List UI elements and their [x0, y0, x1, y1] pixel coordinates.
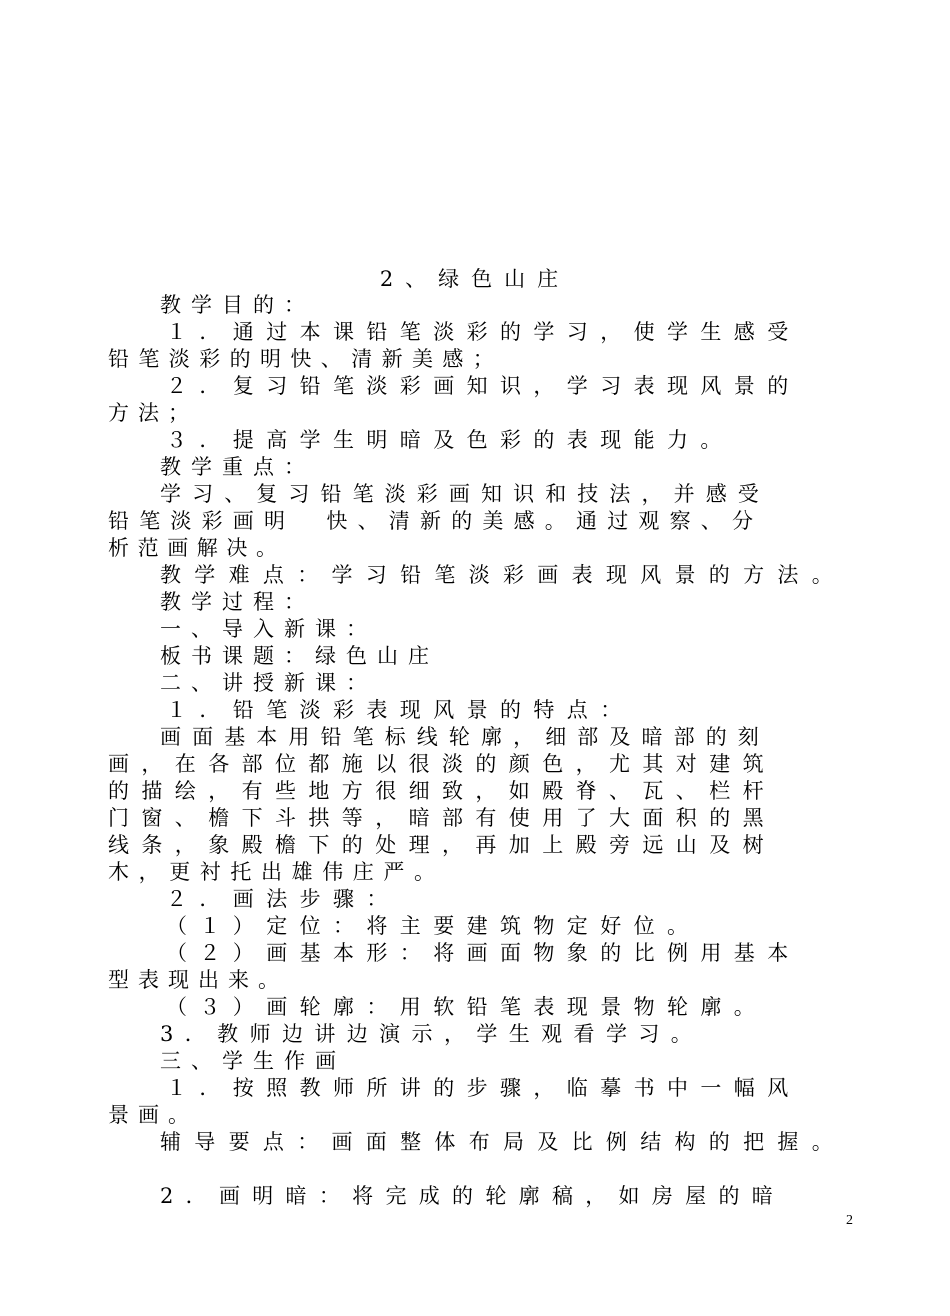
text-line: （３）画轮廓：用软铅笔表现景物轮廓。	[166, 995, 768, 1019]
text-line: 二、讲授新课：	[160, 671, 377, 695]
text-line: 画，在各部位都施以很淡的颜色，尤其对建筑	[108, 752, 776, 776]
text-line: 三、学生作画	[160, 1049, 346, 1073]
text-line: ２．画法步骤：	[166, 887, 400, 911]
document-body	[108, 292, 868, 1210]
text-line: 板书课题：绿色山庄	[160, 644, 439, 668]
text-line: 教学重点：	[160, 455, 315, 479]
text-line: 析范画解决。	[108, 536, 286, 560]
text-line: 3．教师边讲边演示，学生观看学习。	[160, 1022, 704, 1046]
text-line: ３．提高学生明暗及色彩的表现能力。	[166, 428, 734, 452]
text-line: 方法；	[108, 401, 198, 425]
text-line: （２）画基本形：将画面物象的比例用基本	[166, 941, 801, 965]
text-line: 铅笔淡彩画明 快、清新的美感。通过观察、分	[108, 509, 764, 533]
text-line: 教学目的：	[160, 293, 315, 317]
text-line: 辅导要点：画面整体布局及比例结构的把握。	[160, 1130, 846, 1154]
text-line: ２．复习铅笔淡彩画知识，学习表现风景的	[166, 374, 801, 398]
text-line: （１）定位：将主要建筑物定好位。	[166, 914, 701, 938]
text-line: 的描绘，有些地方很细致，如殿脊、瓦、栏杆	[108, 779, 776, 803]
text-line: 一、导入新课：	[160, 617, 377, 641]
text-line: 铅笔淡彩的明快、清新美感；	[108, 347, 504, 371]
document-title: 2、绿色山庄	[379, 267, 571, 291]
text-line: １．按照教师所讲的步骤，临摹书中一幅风	[166, 1076, 801, 1100]
text-line: 景画。	[108, 1103, 198, 1127]
text-line: 线条，象殿檐下的处理，再加上殿旁远山及树	[108, 833, 776, 857]
page-number: 2	[846, 1213, 853, 1228]
text-line: 型表现出来。	[108, 968, 288, 992]
text-line: 木，更衬托出雄伟庄严。	[108, 860, 445, 884]
text-line: 门窗、檐下斗拱等，暗部有使用了大面积的黑	[108, 806, 776, 830]
text-line: 教学难点：学习铅笔淡彩画表现风景的方法。	[160, 563, 846, 587]
text-line: 教学过程：	[160, 590, 315, 614]
text-line: 学习、复习铅笔淡彩画知识和技法，并感受	[160, 482, 770, 506]
text-line: １．铅笔淡彩表现风景的特点：	[166, 698, 634, 722]
text-line: 画面基本用铅笔标线轮廓，细部及暗部的刻	[160, 725, 770, 749]
text-line: 2．画明暗：将完成的轮廓稿，如房屋的暗	[160, 1184, 786, 1208]
text-line: １．通过本课铅笔淡彩的学习，使学生感受	[166, 320, 801, 344]
